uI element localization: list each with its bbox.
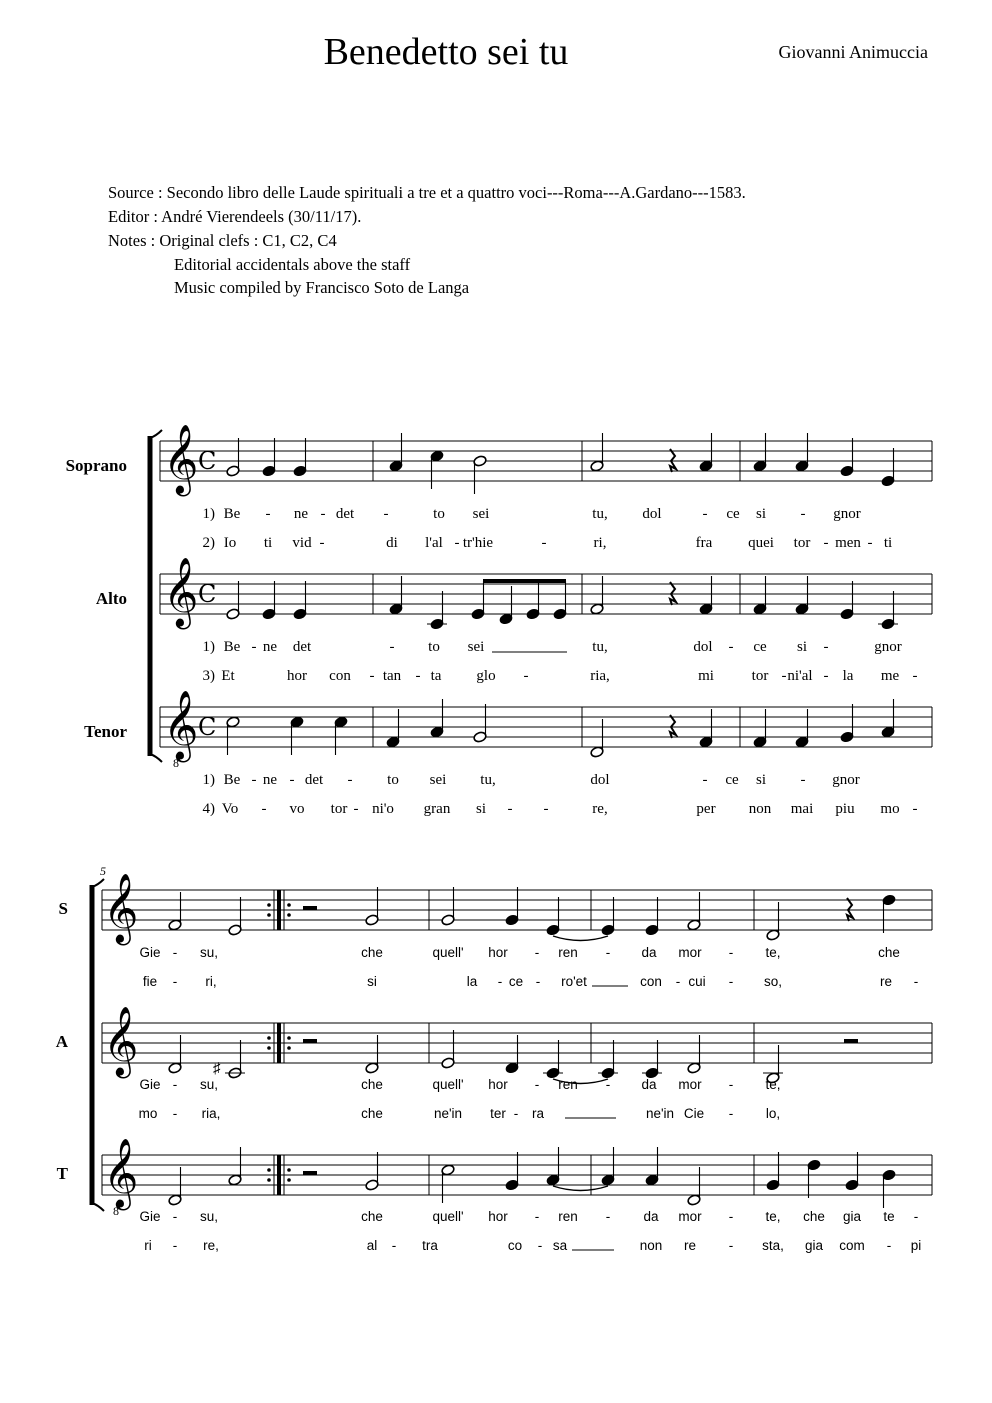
lyric: gnor (874, 639, 902, 655)
common-time-signature: C (198, 713, 217, 741)
lyric: - (728, 1106, 734, 1121)
lyric: det (292, 639, 312, 655)
lyric: hor (488, 1077, 508, 1092)
lyric: det (335, 506, 355, 522)
tenor-octave-mark: 8 (113, 1204, 119, 1218)
lyric: - (320, 506, 326, 522)
lyric: quell' (432, 1077, 464, 1092)
lyric: - (534, 945, 540, 960)
system-bracket-hook (150, 754, 162, 762)
lyric: quell' (432, 1209, 464, 1224)
lyric: - (513, 1106, 519, 1121)
lyric: ce (726, 506, 740, 522)
repeat-dot (267, 903, 271, 907)
lyric: mai (790, 801, 814, 817)
notes-line: Notes : Original clefs : C1, C2, C4 (108, 231, 337, 250)
lyric: ria, (201, 1106, 221, 1121)
piece-title: Benedetto sei tu (323, 31, 569, 73)
lyric: tu, (480, 772, 496, 788)
lyric: - (605, 945, 611, 960)
source-line: Source : Secondo libro delle Laude spirituali a tre et a quattro voci---Roma---A.Gardano---1583. (108, 183, 746, 202)
lyric: Vo (221, 801, 239, 817)
lyric: con (640, 974, 662, 989)
repeat-dot (287, 913, 291, 917)
lyric: - (728, 639, 734, 655)
lyric: te, (765, 1077, 781, 1092)
lyric: hor (287, 668, 307, 684)
treble-clef: 𝄞 (163, 690, 199, 760)
repeat-dot (287, 1178, 291, 1182)
lyric: Be (223, 639, 241, 655)
lyric: - (913, 1209, 919, 1224)
lyric: su, (199, 1077, 219, 1092)
lyric: - (251, 639, 257, 655)
treble-clef: 𝄞 (163, 557, 199, 627)
lyric: ti (883, 535, 893, 551)
lyric: dol (693, 639, 713, 655)
voice-abbr-a: A (55, 1032, 68, 1051)
lyric: - (319, 535, 325, 551)
tie (553, 936, 608, 941)
lyric: com (839, 1238, 865, 1253)
lyric: - (537, 1238, 543, 1253)
lyric: - (823, 668, 829, 684)
lyric: al (366, 1238, 378, 1253)
voice-abbr-t: T (56, 1164, 68, 1183)
lyric: - (605, 1077, 611, 1092)
lyric: sei (429, 772, 447, 788)
treble-clef: 𝄞 (103, 1138, 139, 1208)
lyric: - (534, 1077, 540, 1092)
lyric: to (387, 772, 399, 788)
lyric: ter (490, 1106, 506, 1121)
sharp-accidental: ♯ (213, 1061, 221, 1077)
lyric: Cie (683, 1106, 705, 1121)
lyric: - (172, 1077, 178, 1092)
lyric: - (534, 1209, 540, 1224)
lyric: Gie (139, 1209, 161, 1224)
lyric: che (878, 945, 900, 960)
lyric: - (728, 1238, 734, 1253)
lyric: - (172, 1238, 178, 1253)
lyric: - (523, 668, 529, 684)
lyric: quei (748, 535, 774, 551)
repeat-dot (267, 1046, 271, 1050)
lyric: da (641, 945, 657, 960)
voice-name-alto: Alto (95, 589, 127, 608)
lyric: l'al (425, 535, 443, 551)
lyric: gia (804, 1238, 824, 1253)
half-rest (303, 1171, 317, 1175)
lyric: - (823, 535, 829, 551)
treble-clef: 𝄞 (103, 873, 139, 943)
tie (553, 1186, 608, 1191)
repeat-barline-thick (277, 1155, 281, 1195)
repeat-dot (267, 1036, 271, 1040)
lyric: Gie (139, 1077, 161, 1092)
lyric: tra (422, 1238, 438, 1253)
lyric: dol (642, 506, 662, 522)
lyric: fra (695, 535, 713, 551)
lyric: me (880, 668, 900, 684)
treble-clef: 𝄞 (163, 424, 199, 494)
lyric: mor (678, 1077, 702, 1092)
lyric: - (702, 772, 708, 788)
lyric: ce (508, 974, 524, 989)
lyric: ce (725, 772, 739, 788)
lyric: - (507, 801, 513, 817)
lyric: ri, (593, 535, 607, 551)
lyric: vid (292, 535, 312, 551)
lyric: - (454, 535, 460, 551)
lyric: - (543, 801, 549, 817)
lyric: re (879, 974, 893, 989)
lyric: che (361, 1209, 383, 1224)
lyric: cui (688, 974, 706, 989)
lyric: - (781, 668, 787, 684)
lyric: det (304, 772, 324, 788)
lyric: ta (430, 668, 442, 684)
lyric: - (391, 1238, 397, 1253)
lyric: si (475, 801, 487, 817)
verse-number: 1) (202, 506, 215, 522)
lyric: sei (467, 639, 485, 655)
lyric: quell' (432, 945, 464, 960)
lyric: si (755, 506, 767, 522)
verse-number: 2) (202, 535, 215, 551)
lyric: hor (488, 945, 508, 960)
lyric: su, (199, 1209, 219, 1224)
lyric: dol (590, 772, 610, 788)
lyric: - (912, 668, 918, 684)
half-rest (844, 1039, 858, 1043)
half-rest (303, 906, 317, 910)
lyric: ri, (205, 974, 217, 989)
lyric: - (415, 668, 421, 684)
lyric: ne (293, 506, 309, 522)
lyric: ni'al (787, 668, 813, 684)
lyric: tr'hie (462, 535, 494, 551)
lyric: la (466, 974, 478, 989)
lyric: che (803, 1209, 825, 1224)
lyric: - (728, 1209, 734, 1224)
half-rest (303, 1039, 317, 1043)
lyric: - (605, 1209, 611, 1224)
lyric: - (497, 974, 503, 989)
verse-number: 4) (202, 801, 215, 817)
notes-compiler-line: Music compiled by Francisco Soto de Langa (174, 278, 470, 297)
lyric: men (835, 535, 861, 551)
lyric: ne (262, 772, 278, 788)
lyric: - (541, 535, 547, 551)
lyric: te, (765, 1209, 781, 1224)
lyric: te (883, 1209, 895, 1224)
lyric: to (428, 639, 440, 655)
lyric: tor (751, 668, 769, 684)
lyric: ren (558, 1209, 578, 1224)
lyric: - (172, 974, 178, 989)
lyric: gia (842, 1209, 862, 1224)
lyric: - (675, 974, 681, 989)
lyric: - (728, 974, 734, 989)
lyric: ne'in (645, 1106, 675, 1121)
lyric: non (639, 1238, 663, 1253)
repeat-dot (267, 1168, 271, 1172)
lyric: hor (488, 1209, 508, 1224)
lyric: - (347, 772, 353, 788)
lyric: gnor (832, 772, 860, 788)
lyric: - (172, 1106, 178, 1121)
lyric: si (755, 772, 767, 788)
lyric: con (329, 668, 351, 684)
lyric: ne'in (433, 1106, 463, 1121)
repeat-barline-thick (277, 1023, 281, 1063)
lyric: sa (552, 1238, 568, 1253)
system-bracket-hook (150, 430, 162, 438)
lyric: re, (203, 1238, 219, 1253)
lyric: - (172, 1209, 178, 1224)
lyric: glo (476, 668, 496, 684)
repeat-dot (287, 903, 291, 907)
lyric: su, (199, 945, 219, 960)
lyric: Gie (139, 945, 161, 960)
lyric: ria, (590, 668, 610, 684)
lyric: - (261, 801, 267, 817)
lyric: gran (423, 801, 451, 817)
lyric: mo (880, 801, 900, 817)
tenor-octave-mark: 8 (173, 756, 179, 770)
lyric: re, (592, 801, 608, 817)
lyric: re (683, 1238, 697, 1253)
lyric: che (361, 945, 383, 960)
voice-name-tenor: Tenor (84, 722, 127, 741)
repeat-dot (287, 1036, 291, 1040)
lyric: ne (262, 639, 278, 655)
lyric: Io (223, 535, 237, 551)
lyric: tu, (592, 506, 608, 522)
lyric: te, (765, 945, 781, 960)
lyric: - (172, 945, 178, 960)
lyric: - (867, 535, 873, 551)
lyric: di (386, 535, 398, 551)
lyric: ro'et (561, 974, 587, 989)
lyric: tu, (592, 639, 608, 655)
lyric: da (643, 1209, 659, 1224)
lyric: ti (263, 535, 273, 551)
lyric: - (800, 506, 806, 522)
lyric: ra (531, 1106, 545, 1121)
lyric: ren (558, 945, 578, 960)
repeat-dot (267, 1178, 271, 1182)
lyric: lo, (765, 1106, 781, 1121)
lyric: - (265, 506, 271, 522)
repeat-dot (287, 1168, 291, 1172)
lyric: sta, (762, 1238, 784, 1253)
lyric: - (353, 801, 359, 817)
lyric: ri (144, 1238, 152, 1253)
lyric: - (800, 772, 806, 788)
voice-abbr-s: S (58, 899, 68, 918)
lyric: ni'o (372, 801, 394, 817)
lyric: pi (910, 1238, 922, 1253)
lyric: - (912, 801, 918, 817)
lyric: mi (698, 668, 714, 684)
lyric: Et (221, 668, 235, 684)
measure-number: 5 (100, 864, 106, 878)
verse-number: 1) (202, 772, 215, 788)
repeat-dot (287, 1046, 291, 1050)
lyric: Be (223, 772, 241, 788)
composer-name: Giovanni Animuccia (778, 42, 928, 62)
lyric: che (361, 1077, 383, 1092)
lyric: sei (472, 506, 490, 522)
lyric: mo (138, 1106, 158, 1121)
lyric: la (842, 668, 854, 684)
lyric: gnor (833, 506, 861, 522)
notes-accidentals-line: Editorial accidentals above the staff (174, 255, 411, 274)
lyric: - (728, 1077, 734, 1092)
lyric: - (728, 945, 734, 960)
lyric: tor (793, 535, 811, 551)
lyric: ce (753, 639, 767, 655)
editor-line: Editor : André Vierendeels (30/11/17). (108, 207, 362, 226)
lyric: vo (289, 801, 305, 817)
lyric: tan (382, 668, 402, 684)
lyric: co (507, 1238, 523, 1253)
lyric: che (361, 1106, 383, 1121)
lyric: mor (678, 945, 702, 960)
lyric: - (913, 974, 919, 989)
lyric: da (641, 1077, 657, 1092)
lyric: fie (142, 974, 158, 989)
lyric: - (251, 772, 257, 788)
lyric: so, (763, 974, 783, 989)
lyric: piu (835, 801, 855, 817)
lyric: - (383, 506, 389, 522)
lyric: - (535, 974, 541, 989)
lyric: - (289, 772, 295, 788)
treble-clef: 𝄞 (103, 1006, 139, 1076)
lyric: non (748, 801, 772, 817)
verse-number: 3) (202, 668, 215, 684)
lyric: Be (223, 506, 241, 522)
lyric: per (696, 801, 716, 817)
voice-name-soprano: Soprano (65, 456, 127, 475)
lyric: si (367, 974, 377, 989)
eighth-beam (483, 579, 566, 583)
lyric: - (702, 506, 708, 522)
verse-number: 1) (202, 639, 215, 655)
repeat-dot (267, 913, 271, 917)
lyric: - (823, 639, 829, 655)
common-time-signature: C (198, 580, 217, 608)
lyric: si (796, 639, 808, 655)
lyric: - (389, 639, 395, 655)
lyric: ren (558, 1077, 578, 1092)
lyric: to (433, 506, 445, 522)
lyric: tor (330, 801, 348, 817)
repeat-barline-thick (277, 890, 281, 930)
lyric: - (886, 1238, 892, 1253)
lyric: mor (678, 1209, 702, 1224)
lyric: - (369, 668, 375, 684)
common-time-signature: C (198, 447, 217, 475)
